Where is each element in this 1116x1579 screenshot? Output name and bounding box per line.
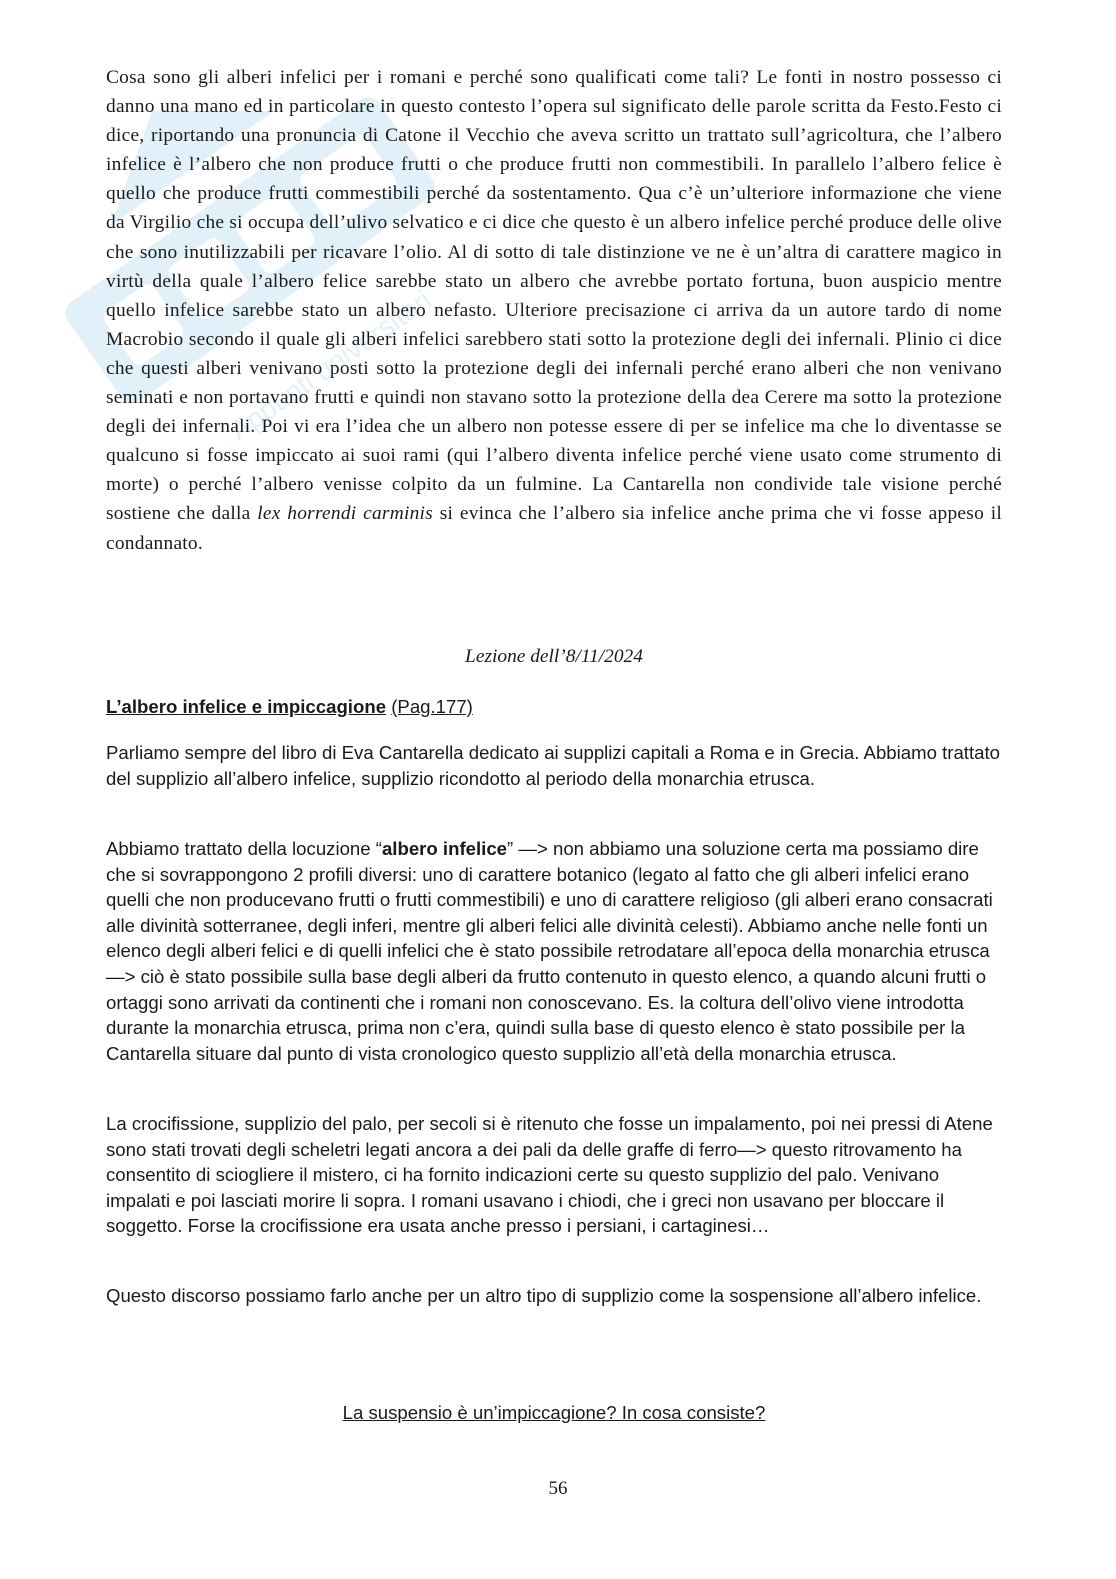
page-number: 56 (548, 1478, 568, 1499)
paragraph-albero-infelice (106, 836, 1002, 1066)
p3-rest: ” —> non abbiamo una soluzione certa ma possiamo dire che si sovrappongono 2 profili diversi: uno di carattere botanico (legato al fatto che gli alberi infelici erano quelli che non producevano frutti o frutti commestibili) e uno di carattere religioso (gli alberi erano consacrati alle divinità sotterranee, degli inferi, mentre gli alberi felici alle divinità celesti). Abbiamo anche nelle fonti un elenco degli alberi felici e di quelli infelici che è stato possibile retrodatare all’epoca della monarchia etrusca—> ciò è stato possibile sulla base degli alberi da frutto contenuto in questo elenco, a quando alcuni frutti o ortaggi sono arrivati da continenti che i romani non conoscevano. Es. la coltura dell’olivo viene introdotta durante la monarchia etrusca, prima non c’era, quindi sulla base di questo elenco è stato possibile per la Cantarella situare dal punto di vista cronologico questo supplizio all’età della monarchia etrusca. (106, 838, 993, 1064)
section-page-ref: (Pag.177) (391, 696, 473, 717)
section-heading (106, 694, 1002, 720)
section-title: L’albero infelice e impiccagione (106, 696, 387, 717)
paragraph-crocifissione: La crocifissione, supplizio del palo, per secoli si è ritenuto che fosse un impalamento, poi nei pressi di Atene sono stati trovati degli scheletri legati ancora a dei pali da delle graffe di ferro—> questo ritrovamento ha consentito di sciogliere il mistero, ci ha fornito indicazioni certe su questo supplizio del palo. Venivano impalati e poi lasciati morire li sopra. I romani usavano i chiodi, che i greci non usavano per bloccare il soggetto. Forse la crocifissione era usata anche presso i persiani, i cartaginesi… (106, 1113, 993, 1237)
intro-paragraph (106, 63, 1002, 558)
lesson-date: Lezione dell’8/11/2024 (465, 646, 643, 667)
paragraph-book-intro: Parliamo sempre del libro di Eva Cantarella dedicato ai supplizi capitali a Roma e in Grecia. Abbiamo trattato del supplizio all’albero infelice, supplizio ricondotto al periodo della monarchia etrusca. (106, 742, 1000, 789)
p3-bold-term: albero infelice (381, 838, 508, 859)
intro-tail: si evinca che l’albero sia infelice anche prima che vi fosse appeso il condannato. (106, 503, 1002, 554)
p3-lead: Abbiamo trattato della locuzione “ (106, 838, 382, 859)
watermark-text: Appunti universitari (224, 284, 438, 447)
paragraph-sospensione: Questo discorso possiamo farlo anche per un altro tipo di supplizio come la sospensione all’albero infelice. (106, 1285, 982, 1306)
intro-text: Cosa sono gli alberi infelici per i romani e perché sono qualificati come tali? Le fonti in nostro possesso ci danno una mano ed in particolare in questo contesto l’opera sul significato delle parole scritta da Festo.Festo ci dice, riportando una pronuncia di Catone il Vecchio che aveva scritto un trattato sull’agricoltura, che l’albero infelice è l’albero che non produce frutti o che produce frutti non commestibili. In parallelo l’albero felice è quello che produce frutti commestibili perché da sostentamento. Qua c’è un’ulteriore informazione che viene da Virgilio che si occupa dell’ulivo selvatico e ci dice che questo è un albero infelice perché produce delle olive che sono inutilizzabili per ricavare l’olio. Al di sotto di tale distinzione ve ne è un’altra di carattere magico in virtù della quale l’albero felice sarebbe stato un albero che avrebbe portato fortuna, buon auspicio mentre quello infelice sarebbe stato un albero nefasto. Ulteriore precisazione ci arriva da un autore tardo di nome Macrobio secondo il quale gli alberi infelici sarebbero stati sotto la protezione degli dei infernali. Plinio ci dice che questi alberi venivano posti sotto la protezione degli dei infernali perché erano alberi che non venivano seminati e non portavano frutti e quindi non stavano sotto la protezione della dea Cerere ma sotto la protezione degli dei infernali. Poi vi era l’idea che un albero non potesse essere di per se infelice ma che lo diventasse se qualcuno si fosse impiccato ai suoi rami (qui l’albero diventa infelice perché viene usato come strumento di morte) o perché l’albero venisse colpito da un fulmine. La Cantarella non condivide tale visione perché sostiene che dalla (106, 67, 1002, 525)
intro-italic-term: lex horrendi carminis (257, 503, 433, 525)
question-heading: La suspensio è un’impiccagione? In cosa consiste? (342, 1402, 766, 1423)
